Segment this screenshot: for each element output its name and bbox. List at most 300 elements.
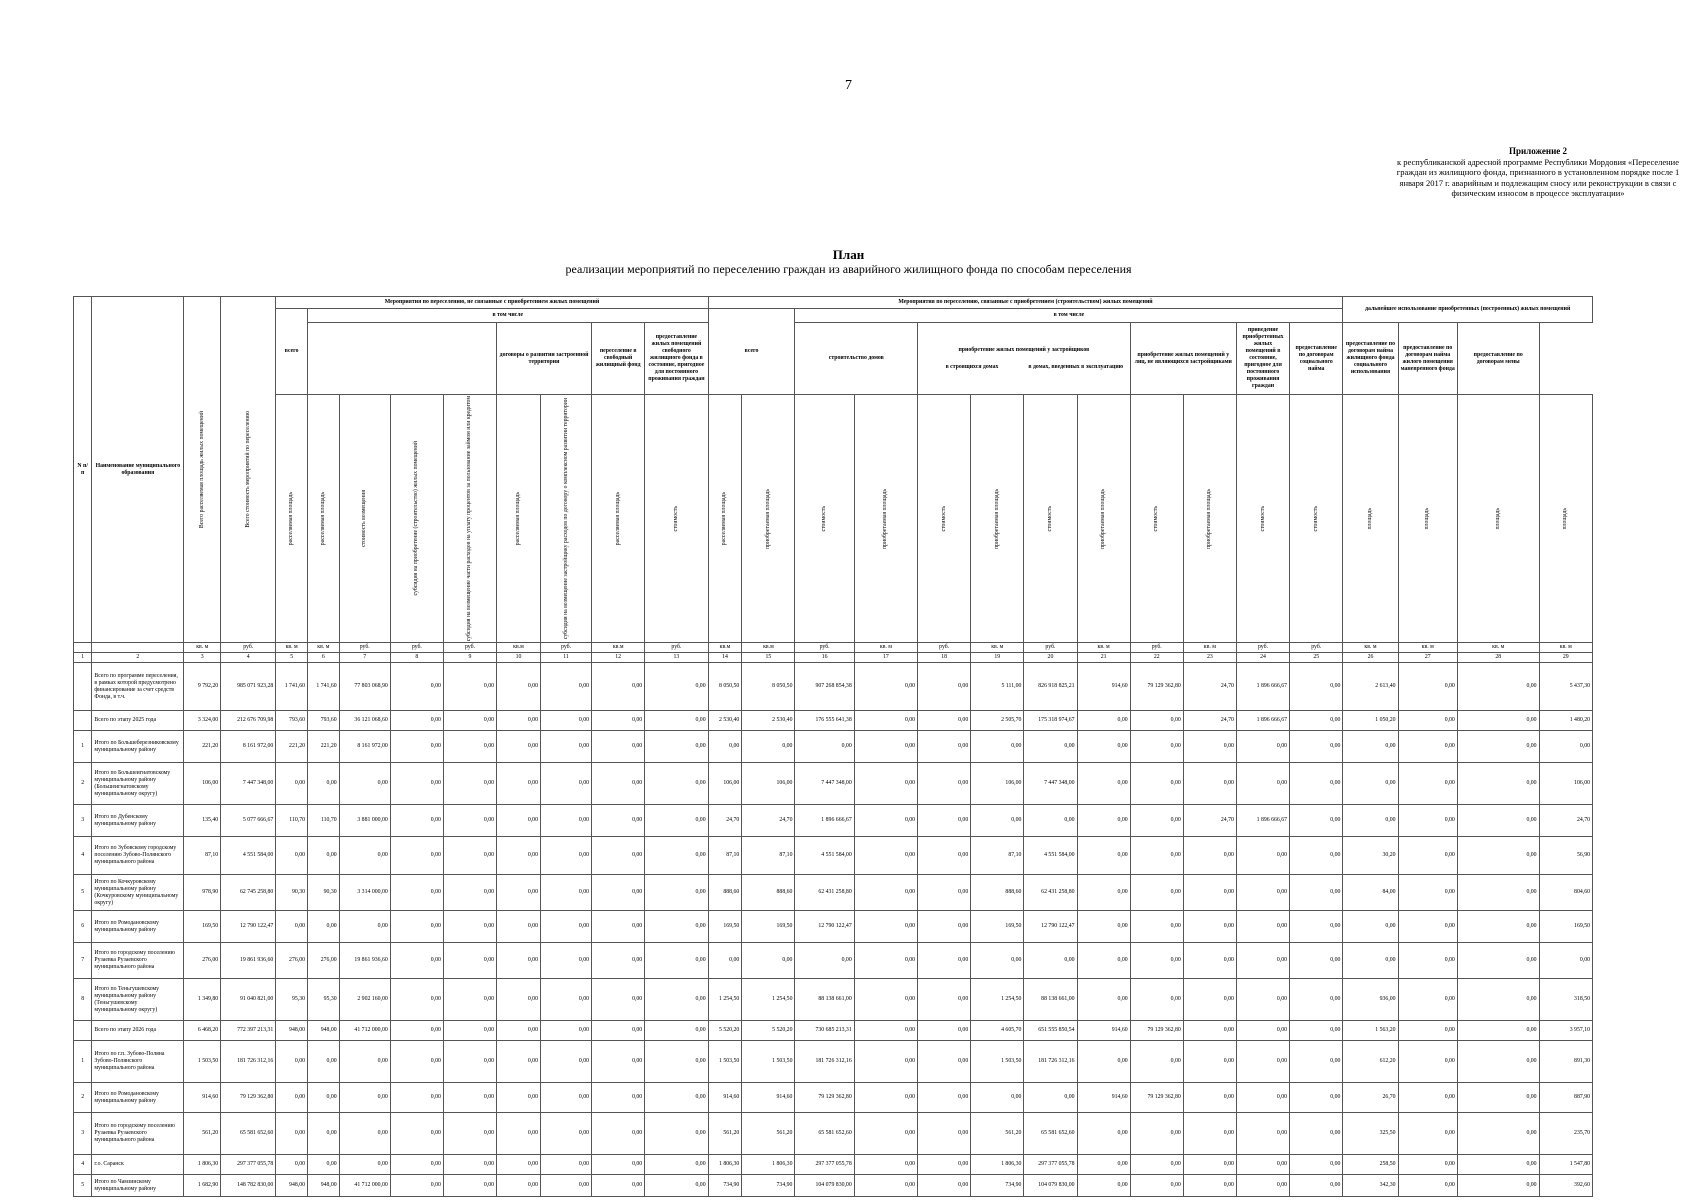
column-number: 12 xyxy=(592,653,645,663)
municipality-name: Итого по Ромодановскому муниципальному району xyxy=(92,911,184,943)
value-cell: 0,00 xyxy=(854,1155,917,1175)
value-cell: 0,00 xyxy=(1457,875,1539,911)
value-cell: 0,00 xyxy=(1398,1083,1457,1113)
table-row xyxy=(74,731,1593,763)
value-cell: 1 254,50 xyxy=(971,979,1024,1021)
value-cell: 110,70 xyxy=(308,805,340,837)
vertical-label: приобретаемая площадь xyxy=(854,395,917,643)
value-cell: 0,00 xyxy=(918,911,971,943)
value-cell: 0,00 xyxy=(390,1083,443,1113)
value-cell: 62 431 258,80 xyxy=(1024,875,1077,911)
value-cell: 0,00 xyxy=(918,1175,971,1197)
value-cell: 0,00 xyxy=(390,943,443,979)
value-cell: 0,00 xyxy=(854,875,917,911)
value-cell: 0,00 xyxy=(339,1083,390,1113)
value-cell: 19 861 936,60 xyxy=(221,943,276,979)
value-cell: 0,00 xyxy=(443,731,496,763)
row-number xyxy=(74,663,92,711)
value-cell: 0,00 xyxy=(708,731,742,763)
value-cell: 0,00 xyxy=(339,763,390,805)
table-row xyxy=(74,1113,1593,1155)
value-cell: 0,00 xyxy=(1236,979,1289,1021)
value-cell: 221,20 xyxy=(184,731,221,763)
unit-cell: кв. м xyxy=(308,643,340,653)
value-cell: 0,00 xyxy=(645,663,708,711)
value-cell: 0,00 xyxy=(540,1021,591,1041)
value-cell: 2 613,40 xyxy=(1343,663,1398,711)
value-cell: 0,00 xyxy=(1398,1021,1457,1041)
value-cell: 95,30 xyxy=(276,979,308,1021)
value-cell: 891,30 xyxy=(1539,1041,1592,1083)
table-header xyxy=(74,297,1593,663)
value-cell: 0,00 xyxy=(443,875,496,911)
value-cell: 734,90 xyxy=(742,1175,795,1197)
value-cell: 0,00 xyxy=(1398,911,1457,943)
column-number: 8 xyxy=(390,653,443,663)
value-cell: 0,00 xyxy=(1077,805,1130,837)
unit-cell xyxy=(92,643,184,653)
document-title: План xyxy=(832,247,865,262)
value-cell: 0,00 xyxy=(339,1155,390,1175)
value-cell: 0,00 xyxy=(1398,1155,1457,1175)
value-cell: 65 581 652,60 xyxy=(795,1113,854,1155)
value-cell: 0,00 xyxy=(390,805,443,837)
value-cell: 36 121 068,60 xyxy=(339,711,390,731)
value-cell: 3 324,00 xyxy=(184,711,221,731)
unit-cell: кв.м xyxy=(497,643,541,653)
value-cell: 276,00 xyxy=(184,943,221,979)
value-cell: 0,00 xyxy=(1398,711,1457,731)
column-number: 6 xyxy=(308,653,340,663)
vertical-label: субсидия на возмещение застройщику расходов по договору о комплексном развитии территории xyxy=(540,395,591,643)
value-cell: 7 447 348,00 xyxy=(795,763,854,805)
municipality-name: Итого по г.п. Зубово-Поляна Зубово-Полянского муниципального района xyxy=(92,1041,184,1083)
vertical-label: площадь xyxy=(1539,395,1592,643)
value-cell: 88 138 661,00 xyxy=(795,979,854,1021)
value-cell: 318,50 xyxy=(1539,979,1592,1021)
value-cell: 0,00 xyxy=(540,911,591,943)
value-cell: 24,70 xyxy=(742,805,795,837)
value-cell: 0,00 xyxy=(854,1113,917,1155)
value-cell: 0,00 xyxy=(1077,1041,1130,1083)
value-cell: 0,00 xyxy=(1130,979,1183,1021)
value-cell: 2 505,70 xyxy=(971,711,1024,731)
value-cell: 87,10 xyxy=(742,837,795,875)
value-cell: 0,00 xyxy=(1024,1083,1077,1113)
value-cell: 62 431 258,80 xyxy=(795,875,854,911)
value-cell: 0,00 xyxy=(971,1083,1024,1113)
value-cell: 0,00 xyxy=(1130,763,1183,805)
value-cell: 0,00 xyxy=(1343,763,1398,805)
header-meny: предоставление по договорам мены xyxy=(1457,323,1539,395)
header-stroitelstvo: строительство домов xyxy=(795,323,918,395)
value-cell: 0,00 xyxy=(1236,1021,1289,1041)
column-number: 24 xyxy=(1236,653,1289,663)
municipality-name: Итого по городскому поселению Рузаевка Рузаевского муниципального района xyxy=(92,1113,184,1155)
value-cell: 62 745 258,80 xyxy=(221,875,276,911)
value-cell: 0,00 xyxy=(308,763,340,805)
value-cell: 0,00 xyxy=(1130,837,1183,875)
value-cell: 4 551 584,00 xyxy=(1024,837,1077,875)
municipality-name: Итого по городскому поселению Рузаевка Рузаевского муниципального района xyxy=(92,943,184,979)
value-cell: 0,00 xyxy=(443,663,496,711)
value-cell: 0,00 xyxy=(854,943,917,979)
value-cell: 0,00 xyxy=(390,1021,443,1041)
value-cell: 0,00 xyxy=(645,805,708,837)
value-cell: 0,00 xyxy=(918,1021,971,1041)
value-cell: 2 902 160,00 xyxy=(339,979,390,1021)
value-cell: 0,00 xyxy=(1130,1175,1183,1197)
value-cell: 1 896 666,67 xyxy=(1236,805,1289,837)
value-cell: 0,00 xyxy=(1290,663,1343,711)
unit-cell: кв. м xyxy=(854,643,917,653)
table-row xyxy=(74,663,1593,711)
value-cell: 730 685 213,31 xyxy=(795,1021,854,1041)
table-row xyxy=(74,1175,1593,1197)
value-cell: 0,00 xyxy=(918,837,971,875)
value-cell: 169,50 xyxy=(708,911,742,943)
header-soc-naim: предоставление по договорам социального найма xyxy=(1290,323,1343,395)
value-cell: 0,00 xyxy=(1457,711,1539,731)
value-cell: 0,00 xyxy=(497,1041,541,1083)
value-cell: 978,90 xyxy=(184,875,221,911)
value-cell: 106,00 xyxy=(1539,763,1592,805)
vertical-label: расселяемая площадь xyxy=(308,395,340,643)
value-cell: 0,00 xyxy=(443,1083,496,1113)
value-cell: 148 782 830,00 xyxy=(221,1175,276,1197)
header-privedenie: приведение приобретенных жилых помещений в состояние, пригодное для постоянного проживания граждан xyxy=(1236,323,1289,395)
column-number: 10 xyxy=(497,653,541,663)
value-cell: 5 111,00 xyxy=(971,663,1024,711)
value-cell: 0,00 xyxy=(592,911,645,943)
vertical-label: стоимость xyxy=(918,395,971,643)
vertical-label: стоимость xyxy=(1236,395,1289,643)
header-priobr-u-lits: приобретение жилых помещений у лиц, не являющихся застройщиками xyxy=(1130,323,1236,395)
appendix-text: к республиканской адресной программе Республики Мордовия «Переселение граждан из жилищного фонда, признанного в установленном порядке после 1 января 2017 г. аварийным и подлежащим сносу или реконструкции в связи с физическим износом в процессе эксплуатации» xyxy=(1396,156,1680,199)
value-cell: 169,50 xyxy=(184,911,221,943)
value-cell: 0,00 xyxy=(308,911,340,943)
value-cell: 0,00 xyxy=(443,943,496,979)
municipality-name: Итого по Теньгушевскому муниципальному району (Теньгушевскому муниципальному округу) xyxy=(92,979,184,1021)
value-cell: 0,00 xyxy=(276,763,308,805)
value-cell: 948,00 xyxy=(308,1021,340,1041)
page-number: 7 xyxy=(845,78,852,93)
value-cell: 0,00 xyxy=(1343,731,1398,763)
value-cell: 104 079 830,00 xyxy=(1024,1175,1077,1197)
value-cell: 5 437,30 xyxy=(1539,663,1592,711)
value-cell: 0,00 xyxy=(854,805,917,837)
value-cell: 0,00 xyxy=(1077,943,1130,979)
value-cell: 0,00 xyxy=(1183,1021,1236,1041)
value-cell: 87,10 xyxy=(708,837,742,875)
value-cell: 0,00 xyxy=(592,663,645,711)
value-cell: 0,00 xyxy=(1290,731,1343,763)
column-number: 21 xyxy=(1077,653,1130,663)
value-cell: 56,90 xyxy=(1539,837,1592,875)
column-number: 13 xyxy=(645,653,708,663)
value-cell: 0,00 xyxy=(1130,875,1183,911)
value-cell: 104 079 830,00 xyxy=(795,1175,854,1197)
value-cell: 2 530,40 xyxy=(708,711,742,731)
value-cell: 3 957,10 xyxy=(1539,1021,1592,1041)
header-total-area: Всего расселяемая площадь жилых помещений xyxy=(184,297,221,643)
value-cell: 1 254,50 xyxy=(708,979,742,1021)
value-cell: 0,00 xyxy=(1024,731,1077,763)
value-cell: 0,00 xyxy=(1130,1041,1183,1083)
value-cell: 826 918 825,21 xyxy=(1024,663,1077,711)
value-cell: 0,00 xyxy=(1290,911,1343,943)
table-row xyxy=(74,1041,1593,1083)
value-cell: 3 881 000,00 xyxy=(339,805,390,837)
value-cell: 0,00 xyxy=(390,763,443,805)
value-cell: 0,00 xyxy=(1290,1175,1343,1197)
value-cell: 0,00 xyxy=(1457,1155,1539,1175)
value-cell: 561,20 xyxy=(971,1113,1024,1155)
header-g2-total: всего xyxy=(708,309,795,395)
value-cell: 0,00 xyxy=(918,943,971,979)
value-cell: 0,00 xyxy=(1398,763,1457,805)
row-number: 4 xyxy=(74,837,92,875)
value-cell: 0,00 xyxy=(497,1083,541,1113)
value-cell: 0,00 xyxy=(1290,943,1343,979)
table-row xyxy=(74,805,1593,837)
value-cell: 0,00 xyxy=(1290,1113,1343,1155)
table-row xyxy=(74,911,1593,943)
value-cell: 0,00 xyxy=(1290,875,1343,911)
value-cell: 0,00 xyxy=(339,1113,390,1155)
header-v-domakh: в домах, введенных в эксплуатацию xyxy=(1028,363,1124,370)
value-cell: 0,00 xyxy=(443,979,496,1021)
value-cell: 0,00 xyxy=(918,1083,971,1113)
value-cell: 0,00 xyxy=(540,837,591,875)
value-cell: 297 377 055,78 xyxy=(221,1155,276,1175)
value-cell: 41 712 000,00 xyxy=(339,1021,390,1041)
value-cell: 1 503,50 xyxy=(742,1041,795,1083)
value-cell: 176 555 641,38 xyxy=(795,711,854,731)
value-cell: 0,00 xyxy=(308,1083,340,1113)
value-cell: 914,60 xyxy=(184,1083,221,1113)
value-cell: 4 605,70 xyxy=(971,1021,1024,1041)
value-cell: 1 896 666,67 xyxy=(1236,663,1289,711)
value-cell: 914,60 xyxy=(708,1083,742,1113)
value-cell: 0,00 xyxy=(1077,1155,1130,1175)
vertical-label: площадь xyxy=(1457,395,1539,643)
value-cell: 24,70 xyxy=(1183,805,1236,837)
value-cell: 0,00 xyxy=(1457,979,1539,1021)
value-cell: 0,00 xyxy=(1183,1155,1236,1175)
value-cell: 0,00 xyxy=(1457,837,1539,875)
value-cell: 169,50 xyxy=(971,911,1024,943)
value-cell: 0,00 xyxy=(540,805,591,837)
value-cell: 0,00 xyxy=(1457,763,1539,805)
value-cell: 41 712 000,00 xyxy=(339,1175,390,1197)
column-number: 22 xyxy=(1130,653,1183,663)
unit-cell: кв.м xyxy=(708,643,742,653)
vertical-label: стоимость возмещения xyxy=(339,395,390,643)
value-cell: 0,00 xyxy=(1290,805,1343,837)
value-cell: 0,00 xyxy=(1343,911,1398,943)
value-cell: 0,00 xyxy=(708,943,742,979)
row-number: 5 xyxy=(74,1175,92,1197)
value-cell: 169,50 xyxy=(742,911,795,943)
value-cell: 0,00 xyxy=(854,1041,917,1083)
value-cell: 0,00 xyxy=(1024,805,1077,837)
plan-table xyxy=(73,296,1593,1197)
value-cell: 135,40 xyxy=(184,805,221,837)
value-cell: 0,00 xyxy=(443,1113,496,1155)
value-cell: 3 314 000,00 xyxy=(339,875,390,911)
value-cell: 888,60 xyxy=(971,875,1024,911)
column-number: 26 xyxy=(1343,653,1398,663)
value-cell: 0,00 xyxy=(592,1155,645,1175)
value-cell: 0,00 xyxy=(540,1083,591,1113)
header-naim-soc-isp: предоставление по договорам найма жилищного фонда социального использования xyxy=(1343,323,1398,395)
value-cell: 914,60 xyxy=(1077,1021,1130,1041)
column-number: 14 xyxy=(708,653,742,663)
unit-cell: кв.м xyxy=(592,643,645,653)
value-cell: 0,00 xyxy=(1130,805,1183,837)
value-cell: 175 318 974,67 xyxy=(1024,711,1077,731)
value-cell: 0,00 xyxy=(1236,837,1289,875)
municipality-name: Всего по этапу 2026 года xyxy=(92,1021,184,1041)
unit-cell: руб. xyxy=(1024,643,1077,653)
value-cell: 0,00 xyxy=(390,1155,443,1175)
value-cell: 90,30 xyxy=(276,875,308,911)
table-row xyxy=(74,1021,1593,1041)
unit-cell: кв. м xyxy=(1457,643,1539,653)
value-cell: 0,00 xyxy=(1183,731,1236,763)
table-body xyxy=(74,663,1593,1197)
appendix-block xyxy=(1388,146,1688,199)
value-cell: 0,00 xyxy=(390,1041,443,1083)
value-cell: 0,00 xyxy=(339,911,390,943)
value-cell: 5 520,20 xyxy=(708,1021,742,1041)
vertical-label: субсидия на приобретение (строительство) жилых помещений xyxy=(390,395,443,643)
value-cell: 0,00 xyxy=(592,1175,645,1197)
vertical-label: расселяемая площадь xyxy=(592,395,645,643)
value-cell: 907 268 854,38 xyxy=(795,663,854,711)
unit-cell: руб. xyxy=(339,643,390,653)
value-cell: 0,00 xyxy=(1290,1021,1343,1041)
row-number: 2 xyxy=(74,1083,92,1113)
value-cell: 65 581 652,60 xyxy=(221,1113,276,1155)
value-cell: 5 520,20 xyxy=(742,1021,795,1041)
value-cell: 0,00 xyxy=(390,875,443,911)
column-number: 1 xyxy=(74,653,92,663)
value-cell: 1 480,20 xyxy=(1539,711,1592,731)
value-cell: 1 741,60 xyxy=(276,663,308,711)
value-cell: 948,00 xyxy=(308,1175,340,1197)
header-g1-redemption xyxy=(308,323,497,395)
value-cell: 0,00 xyxy=(1398,837,1457,875)
header-group-usage: дальнейшее использование приобретенных (построенных) жилых помещений xyxy=(1343,297,1593,323)
header-priobretenie xyxy=(918,323,1131,395)
value-cell: 561,20 xyxy=(708,1113,742,1155)
value-cell: 297 377 055,78 xyxy=(1024,1155,1077,1175)
value-cell: 0,00 xyxy=(276,1155,308,1175)
value-cell: 0,00 xyxy=(540,1175,591,1197)
value-cell: 0,00 xyxy=(1236,1113,1289,1155)
value-cell: 106,00 xyxy=(742,763,795,805)
table-row xyxy=(74,875,1593,911)
vertical-labels-row xyxy=(74,395,1593,643)
value-cell: 181 726 312,16 xyxy=(221,1041,276,1083)
value-cell: 0,00 xyxy=(1236,1041,1289,1083)
value-cell: 0,00 xyxy=(1457,1041,1539,1083)
value-cell: 0,00 xyxy=(1236,731,1289,763)
value-cell: 0,00 xyxy=(854,837,917,875)
value-cell: 8 161 972,00 xyxy=(221,731,276,763)
value-cell: 24,70 xyxy=(1183,711,1236,731)
value-cell: 0,00 xyxy=(1343,943,1398,979)
value-cell: 0,00 xyxy=(645,911,708,943)
value-cell: 0,00 xyxy=(1130,1113,1183,1155)
value-cell: 0,00 xyxy=(918,979,971,1021)
value-cell: 0,00 xyxy=(1457,1175,1539,1197)
value-cell: 0,00 xyxy=(1183,1175,1236,1197)
value-cell: 0,00 xyxy=(540,943,591,979)
value-cell: 0,00 xyxy=(645,1083,708,1113)
value-cell: 8 050,50 xyxy=(708,663,742,711)
value-cell: 0,00 xyxy=(497,663,541,711)
municipality-name: Итого по Большеберезниковскому муниципальному району xyxy=(92,731,184,763)
value-cell: 0,00 xyxy=(592,805,645,837)
value-cell: 772 397 213,31 xyxy=(221,1021,276,1041)
value-cell: 0,00 xyxy=(592,1041,645,1083)
value-cell: 0,00 xyxy=(918,805,971,837)
vertical-label: расселяемая площадь xyxy=(708,395,742,643)
value-cell: 79 129 362,80 xyxy=(221,1083,276,1113)
value-cell: 0,00 xyxy=(1024,943,1077,979)
value-cell: 734,90 xyxy=(708,1175,742,1197)
value-cell: 0,00 xyxy=(1130,1155,1183,1175)
value-cell: 1 503,50 xyxy=(184,1041,221,1083)
header-dogovor: договоры о развитии застроенной территории xyxy=(497,323,592,395)
value-cell: 110,70 xyxy=(276,805,308,837)
column-number: 11 xyxy=(540,653,591,663)
municipality-name: Итого по Ромодановскому муниципальному району xyxy=(92,1083,184,1113)
unit-cell: руб. xyxy=(390,643,443,653)
value-cell: 0,00 xyxy=(1077,911,1130,943)
value-cell: 0,00 xyxy=(1398,805,1457,837)
value-cell: 0,00 xyxy=(497,1113,541,1155)
value-cell: 65 581 652,60 xyxy=(1024,1113,1077,1155)
value-cell: 0,00 xyxy=(308,1113,340,1155)
vertical-label: стоимость xyxy=(1130,395,1183,643)
value-cell: 0,00 xyxy=(308,1041,340,1083)
row-number: 6 xyxy=(74,911,92,943)
value-cell: 0,00 xyxy=(276,1083,308,1113)
unit-cell: кв. м xyxy=(1183,643,1236,653)
value-cell: 0,00 xyxy=(308,837,340,875)
value-cell: 0,00 xyxy=(390,979,443,1021)
value-cell: 0,00 xyxy=(1077,711,1130,731)
header-g1-total: всего xyxy=(276,309,308,395)
unit-cell xyxy=(74,643,92,653)
value-cell: 0,00 xyxy=(443,837,496,875)
value-cell: 0,00 xyxy=(1457,1083,1539,1113)
value-cell: 0,00 xyxy=(592,1113,645,1155)
value-cell: 1 254,50 xyxy=(742,979,795,1021)
value-cell: 221,20 xyxy=(308,731,340,763)
value-cell: 106,00 xyxy=(708,763,742,805)
value-cell: 0,00 xyxy=(1398,1041,1457,1083)
column-number: 20 xyxy=(1024,653,1077,663)
value-cell: 181 726 312,16 xyxy=(1024,1041,1077,1083)
column-number: 23 xyxy=(1183,653,1236,663)
value-cell: 0,00 xyxy=(1290,837,1343,875)
unit-cell: кв. м xyxy=(1398,643,1457,653)
